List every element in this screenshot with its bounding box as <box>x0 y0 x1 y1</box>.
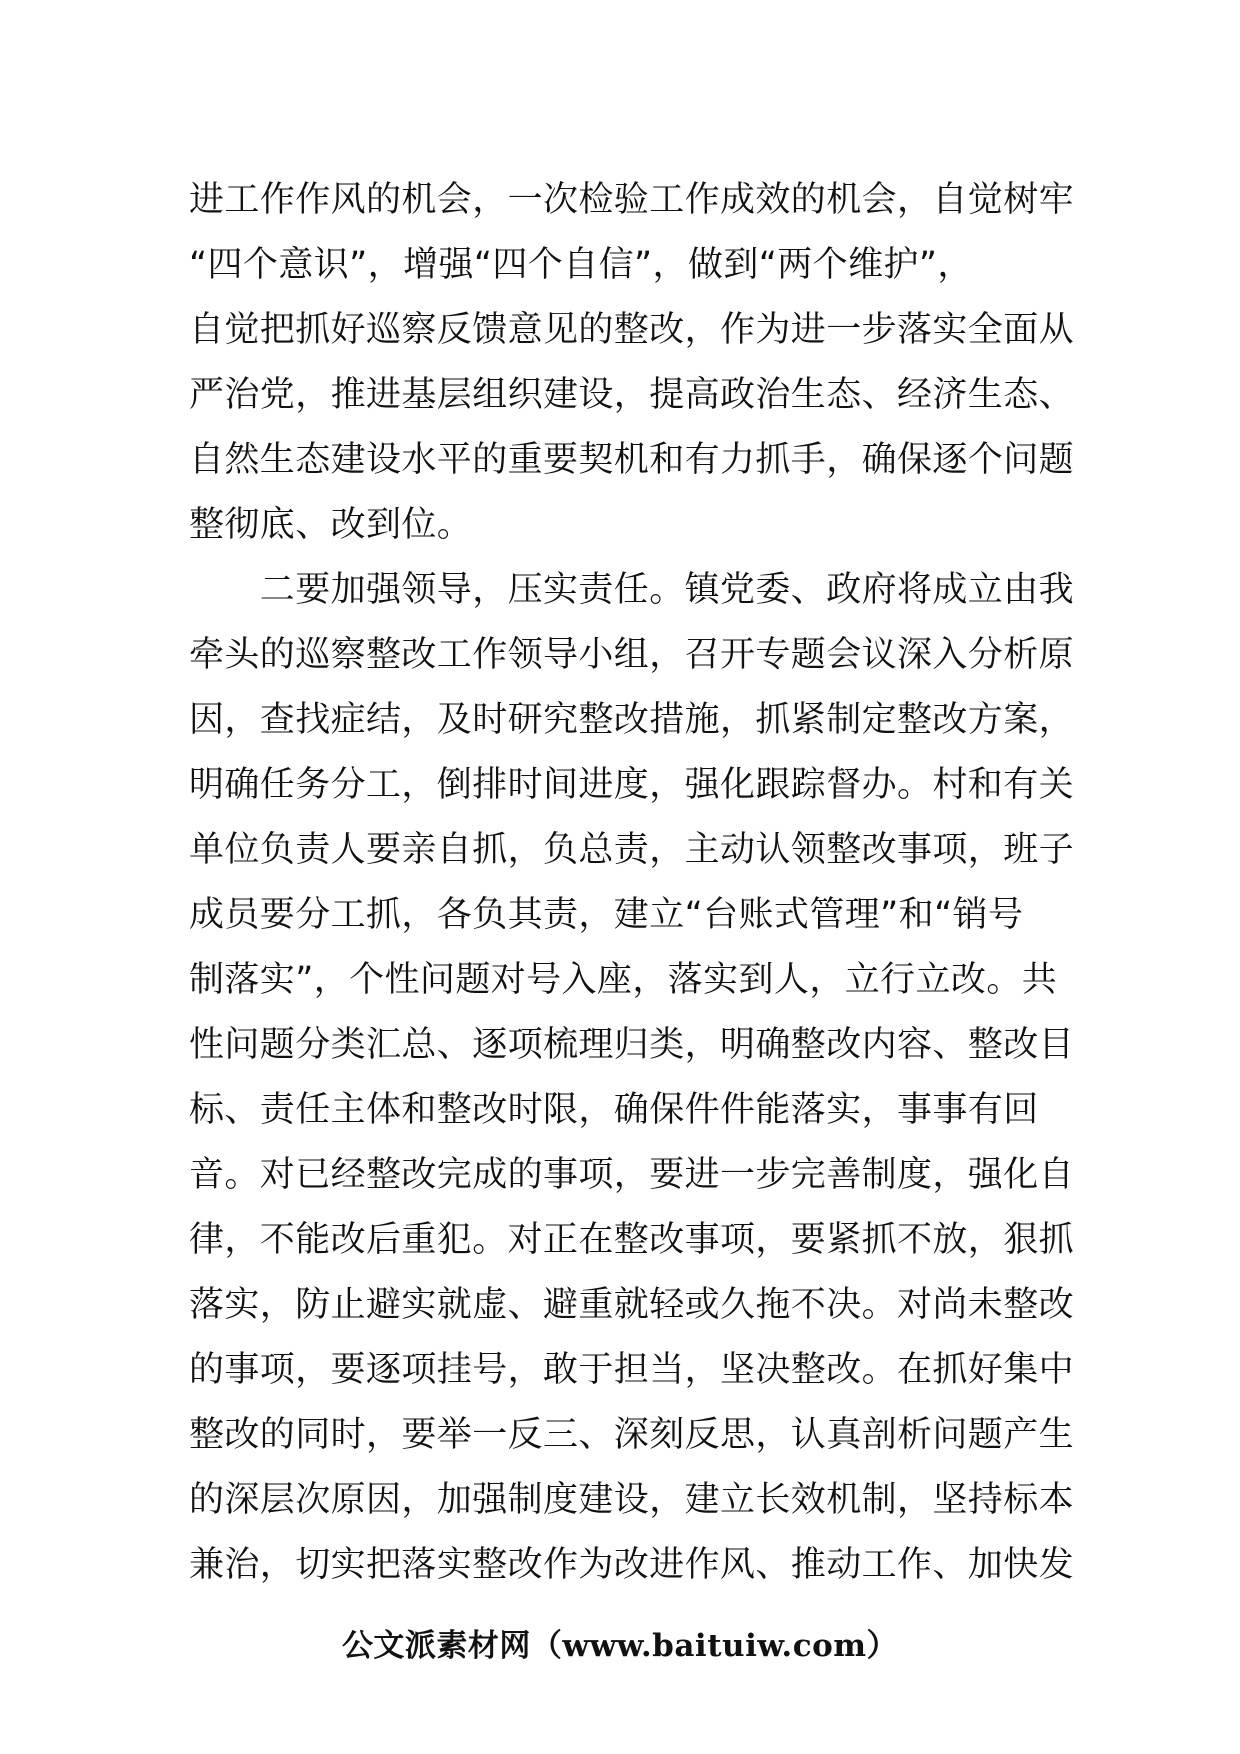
text-line: 制落实”，个性问题对号入座，落实到人，立行立改。共 <box>189 960 1058 1000</box>
text-line: 音。对已经整改完成的事项，要进一步完善制度，强化自 <box>189 1155 1075 1195</box>
text-line: 严治党，推进基层组织建设，提高政治生态、经济生态、 <box>189 375 1075 415</box>
text-line: 进工作作风的机会，一次检验工作成效的机会，自觉树牢 <box>189 180 1075 220</box>
text-line: 整改的同时，要举一反三、深刻反思，认真剖析问题产生 <box>189 1415 1075 1455</box>
body-text <box>189 168 1075 1598</box>
text-line: 律，不能改后重犯。对正在整改事项，要紧抓不放，狠抓 <box>189 1220 1075 1260</box>
text-line: 明确任务分工，倒排时间进度，强化跟踪督办。村和有关 <box>189 765 1075 805</box>
text-line: 性问题分类汇总、逐项梳理归类，明确整改内容、整改目 <box>189 1025 1075 1065</box>
text-line: 牵头的巡察整改工作领导小组，召开专题会议深入分析原 <box>189 635 1075 675</box>
text-line: 自觉把抓好巡察反馈意见的整改，作为进一步落实全面从 <box>189 310 1075 350</box>
text-line: 自然生态建设水平的重要契机和有力抓手，确保逐个问题 <box>189 440 1075 480</box>
text-line: 兼治，切实把落实整改作为改进作风、推动工作、加快发 <box>189 1545 1075 1585</box>
text-line: 因，查找症结，及时研究整改措施，抓紧制定整改方案， <box>189 700 1075 740</box>
footer-watermark: 公文派素材网（www.baituiw.com） <box>341 1628 899 1664</box>
text-line: 成员要分工抓，各负其责，建立“台账式管理”和“销号 <box>189 895 1024 935</box>
text-line: 单位负责人要亲自抓，负总责，主动认领整改事项，班子 <box>189 830 1075 870</box>
text-line: 落实，防止避实就虚、避重就轻或久拖不决。对尚未整改 <box>189 1285 1075 1325</box>
text-line: “四个意识”，增强“四个自信”，做到“两个维护”， <box>189 245 973 285</box>
text-line: 二要加强领导，压实责任。镇党委、政府将成立由我 <box>189 570 1075 610</box>
text-line: 整彻底、改到位。 <box>189 505 473 545</box>
text-line: 的深层次原因，加强制度建设，建立长效机制，坚持标本 <box>189 1480 1075 1520</box>
text-line: 的事项，要逐项挂号，敢于担当，坚决整改。在抓好集中 <box>189 1350 1075 1390</box>
text-line: 标、责任主体和整改时限，确保件件能落实，事事有回 <box>189 1090 1039 1130</box>
